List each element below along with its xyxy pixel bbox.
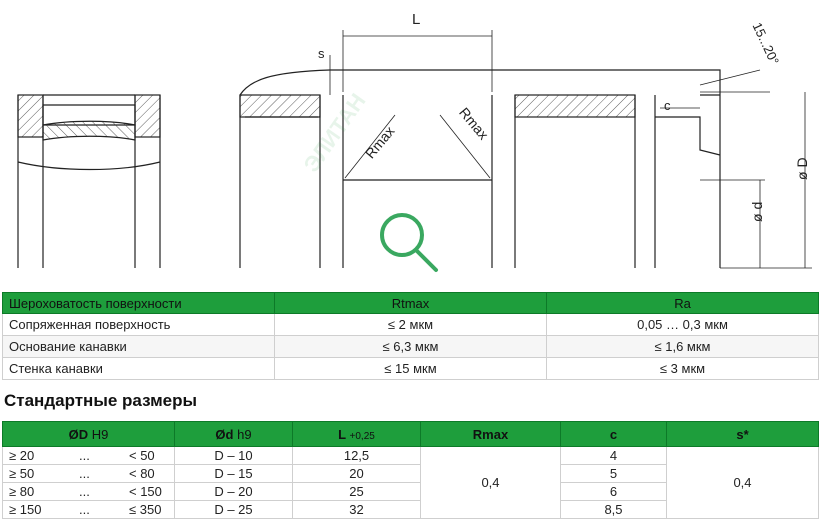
cell-c: 8,5 [561,501,667,519]
roughness-surface: Основание канавки [3,336,275,358]
dim-label-rmax-right: Rmax [456,104,492,143]
roughness-ra: 0,05 … 0,3 мкм [547,314,819,336]
cell-L: 32 [293,501,421,519]
cell-rmax-merged: 0,4 [421,447,561,519]
sizes-header-row [3,422,819,447]
cell-L: 20 [293,465,421,483]
header-d: Ød h9 [175,422,293,447]
header-D: ØD H9 [3,422,175,447]
dim-label-d: ø d [749,201,765,222]
roughness-header-ra: Ra [547,293,819,314]
roughness-rtmax: ≤ 6,3 мкм [275,336,547,358]
roughness-surface: Сопряженная поверхность [3,314,275,336]
cell-c: 4 [561,447,667,465]
standard-sizes-table [2,421,819,519]
cell-s-merged: 0,4 [667,447,819,519]
cell-d: D – 25 [175,501,293,519]
cell-L: 12,5 [293,447,421,465]
header-rmax: Rmax [421,422,561,447]
cell-D-range: ≥ 20 ... < 50 [3,447,175,465]
header-s: s* [667,422,819,447]
roughness-header-surface: Шероховатость поверхности [3,293,275,314]
table-row [3,336,819,358]
cell-L: 25 [293,483,421,501]
roughness-ra: ≤ 3 мкм [547,358,819,380]
roughness-table [2,292,819,380]
roughness-surface: Стенка канавки [3,358,275,380]
roughness-ra: ≤ 1,6 мкм [547,336,819,358]
cell-d: D – 15 [175,465,293,483]
groove-drawing [240,30,812,268]
cell-D-range: ≥ 50 ... < 80 [3,465,175,483]
header-L: L +0,25 [293,422,421,447]
header-c: c [561,422,667,447]
seal-cross-section [18,95,160,268]
table-row [3,314,819,336]
table-row [3,358,819,380]
roughness-rtmax: ≤ 2 мкм [275,314,547,336]
roughness-rtmax: ≤ 15 мкм [275,358,547,380]
dim-label-D: ø D [794,157,810,180]
cell-c: 5 [561,465,667,483]
dim-label-c: c [664,98,671,113]
cell-d: D – 10 [175,447,293,465]
table-row [3,447,819,465]
cell-d: D – 20 [175,483,293,501]
dim-label-s: s [318,46,325,61]
watermark-logo: ЭЛИТАН [298,88,371,177]
cell-D-range: ≥ 150 ... ≤ 350 [3,501,175,519]
dim-label-rmax-left: Rmax [361,123,398,162]
magnifier-icon[interactable] [382,215,436,270]
roughness-header-row [3,293,819,314]
dim-label-angle: 15...20° [749,19,783,68]
roughness-header-rtmax: Rtmax [275,293,547,314]
dim-label-L: L [412,11,421,28]
cell-D-range: ≥ 80 ... < 150 [3,483,175,501]
standard-sizes-title: Стандартные размеры [4,391,198,410]
cell-c: 6 [561,483,667,501]
